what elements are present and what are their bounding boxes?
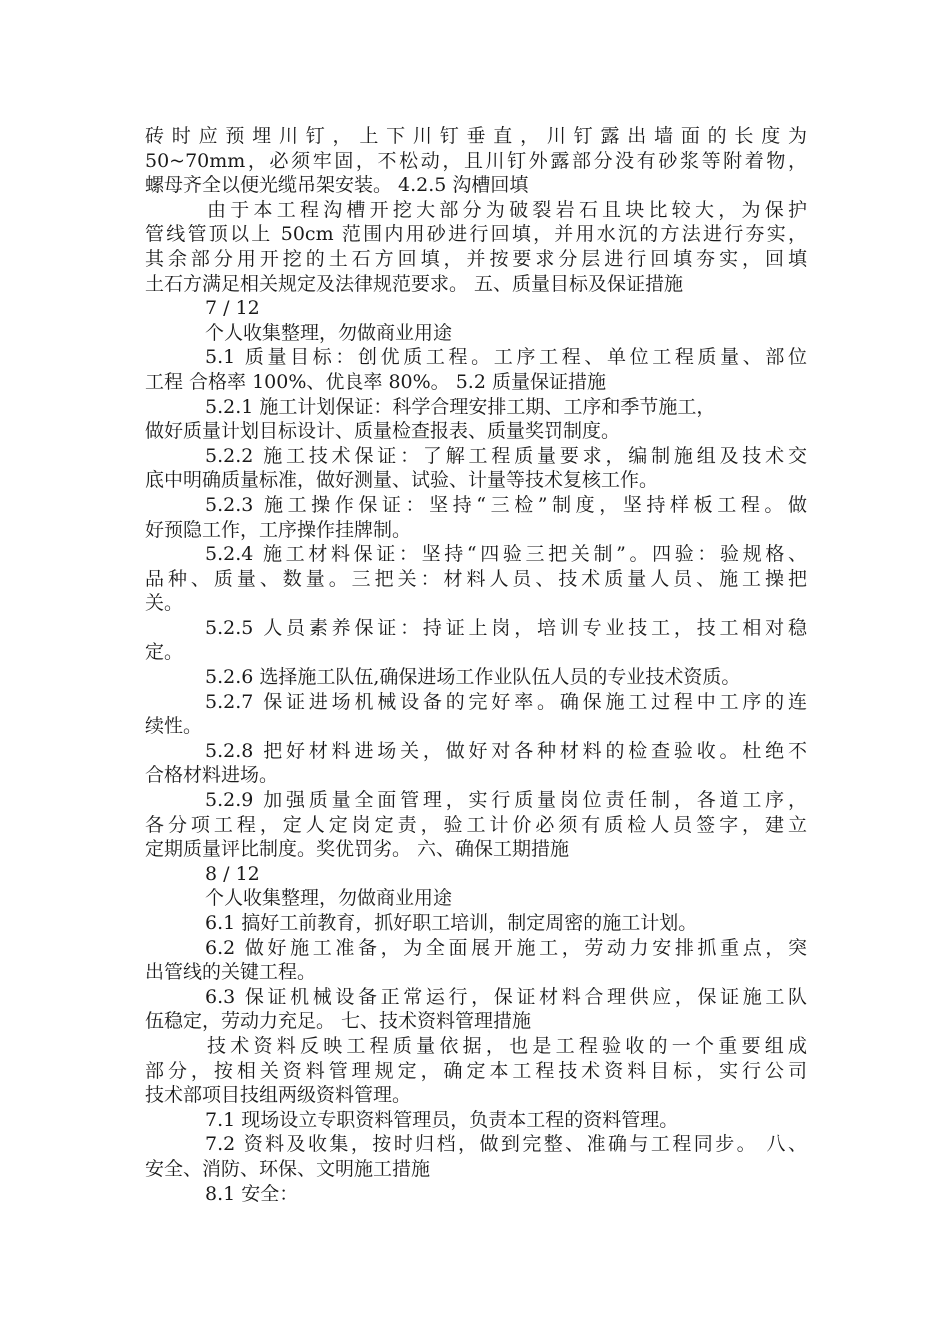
document-line: 5.2.7 保证进场机械设备的完好率。确保施工过程中工序的连 [205,690,807,713]
document-line: 续性。 [145,715,203,738]
document-line: 螺母齐全以便光缆吊架安装。 4.2.5 沟槽回填 [145,174,529,197]
document-line: 6.3 保证机械设备正常运行，保证材料合理供应，保证施工队 [205,985,807,1008]
document-line: 6.1 搞好工前教育，抓好职工培训，制定周密的施工计划。 [205,912,698,934]
document-line: 土石方满足相关规定及法律规范要求。 五、质量目标及保证措施 [145,272,684,295]
document-line: 由于本工程沟槽开挖大部分为破裂岩石且块比较大，为保护 [207,198,807,221]
document-line: 品种、质量、数量。三把关：材料人员、技术质量人员、施工操把 [145,567,807,590]
document-line: 50~70mm，必须牢固，不松动，且川钉外露部分没有砂浆等附着物， [145,149,807,172]
document-line: 安全、消防、环保、文明施工措施 [145,1157,431,1180]
document-line: 5.2.4 施工材料保证：坚持“四验三把关制”。四验：验规格、 [205,543,807,566]
document-line: 伍稳定，劳动力充足。 七、技术资料管理措施 [145,1010,532,1033]
document-line: 做好质量计划目标设计、质量检查报表、质量奖罚制度。 [145,420,621,443]
document-line: 5.1 质量目标：创优质工程。工序工程、单位工程质量、部位 [205,346,807,369]
document-line: 技术部项目技组两级资料管理。 [145,1084,412,1107]
document-line: 5.2.3 施工操作保证：坚持“三检”制度，坚持样板工程。做 [205,493,807,516]
document-line: 个人收集整理，勿做商业用途 [205,887,453,910]
document-line: 8.1 安全： [205,1182,299,1205]
document-line: 7.2 资料及收集，按时归档，做到完整、准确与工程同步。 八、 [205,1133,807,1156]
document-line: 5.2.2 施工技术保证：了解工程质量要求，编制施组及技术交 [205,444,807,467]
document-line: 合格材料进场。 [145,764,279,787]
document-line: 5.2.1 施工计划保证：科学合理安排工期、工序和季节施工， [205,395,716,418]
document-line: 工程 合格率 100%、优良率 80%。 5.2 质量保证措施 [145,370,606,393]
document-line: 其余部分用开挖的土石方回填，并按要求分层进行回填夯实，回填 [145,247,807,270]
document-line: 5.2.5 人员素养保证：持证上岗，培训专业技工，技工相对稳 [205,616,807,639]
document-line: 7.1 现场设立专职资料管理员，负责本工程的资料管理。 [205,1108,679,1131]
document-line: 底中明确质量标准，做好测量、试验、计量等技术复核工作。 [145,469,659,492]
document-body [145,124,807,1206]
document-line: 关。 [145,592,184,615]
document-line: 好预隐工作，工序操作挂牌制。 [145,518,412,541]
document-line: 5.2.8 把好材料进场关，做好对各种材料的检查验收。杜绝不 [205,739,807,762]
document-line: 8 / 12 [205,862,260,885]
document-line: 5.2.9 加强质量全面管理，实行质量岗位责任制，各道工序， [205,789,807,812]
document-line: 技术资料反映工程质量依据，也是工程验收的一个重要组成 [207,1034,807,1057]
document-line: 部分，按相关资料管理规定，确定本工程技术资料目标，实行公司 [145,1059,807,1082]
document-line: 出管线的关键工程。 [145,961,317,984]
document-line: 6.2 做好施工准备，为全面展开施工，劳动力安排抓重点，突 [205,936,807,959]
document-line: 定。 [145,641,184,664]
document-line: 砖时应预埋川钉，上下川钉垂直，川钉露出墙面的长度为 [145,125,807,147]
document-line: 管线管顶以上 50cm 范围内用砂进行回填，并用水沉的方法进行夯实， [145,223,807,246]
document-line: 个人收集整理，勿做商业用途 [205,321,453,344]
document-line: 7 / 12 [205,297,260,320]
document-line: 5.2.6 选择施工队伍,确保进场工作业队伍人员的专业技术资质。 [205,666,741,689]
document-line: 定期质量评比制度。奖优罚劣。 六、确保工期措施 [145,838,570,861]
document-line: 各分项工程，定人定岗定责，验工计价必须有质检人员签字，建立 [145,813,807,836]
